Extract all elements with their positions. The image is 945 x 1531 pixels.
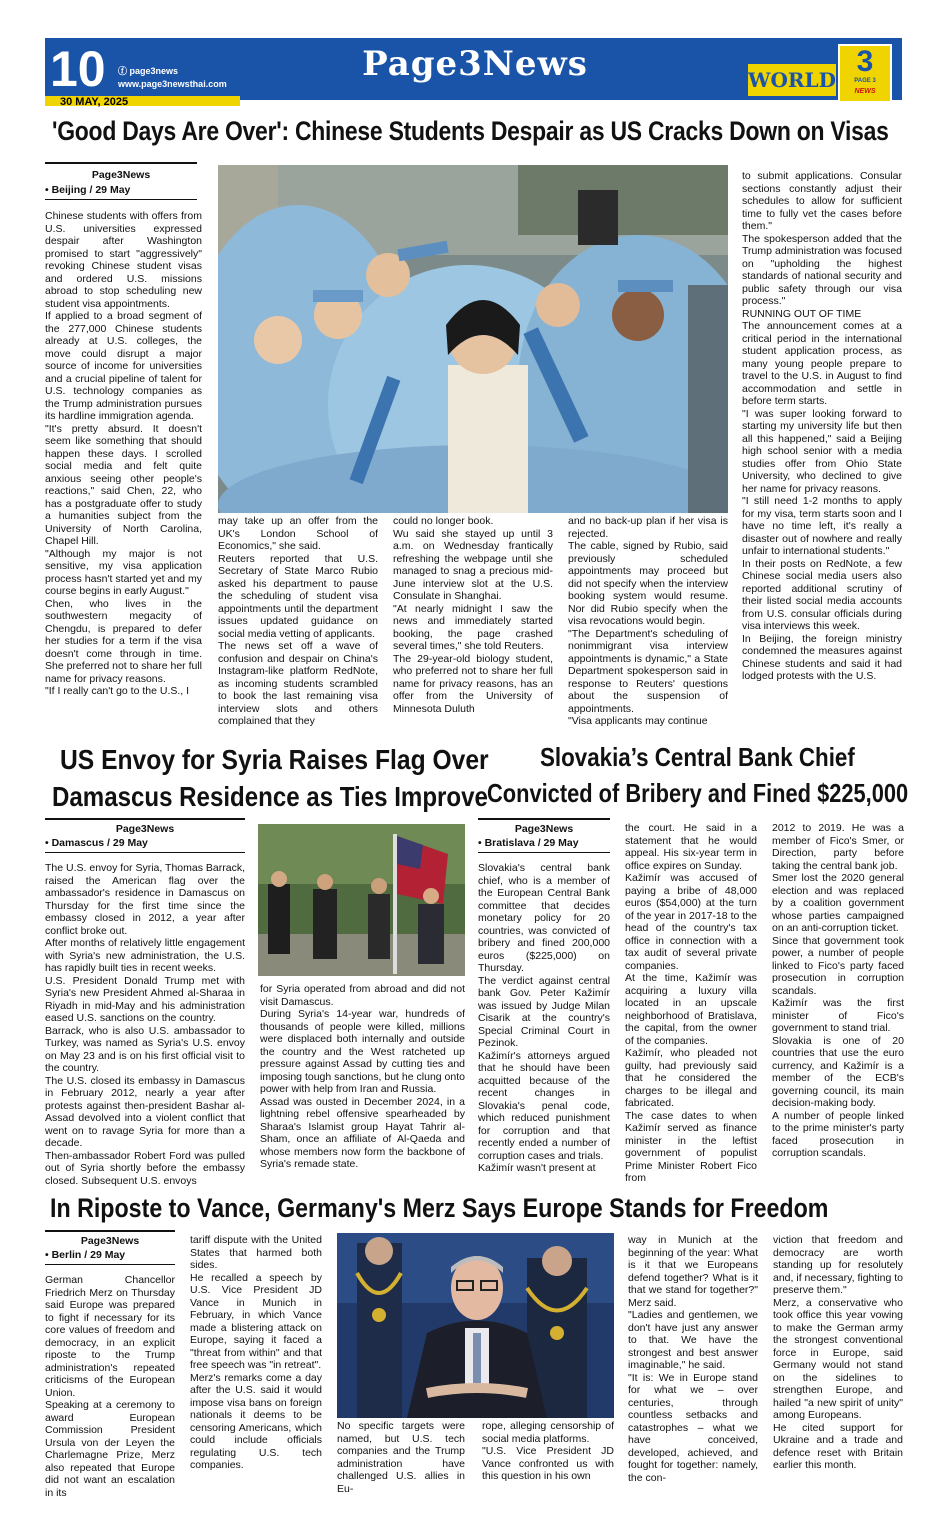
story1-source: Page3News xyxy=(91,169,151,181)
story4-column-6 xyxy=(773,1234,903,1499)
story4-column-1 xyxy=(45,1274,175,1499)
story2-headline-line1: US Envoy for Syria Raises Flag Over xyxy=(60,744,489,775)
story2-col1-text: The U.S. envoy for Syria, Thomas Barrack, raised the American flag over the ambassador's residence in Damascus on Thursday for the first time since the embassy closed in 2012, a year after conflict broke out. After months of relatively little engagement with Syria's new administration, the U.S. has rapidly built ties in recent weeks. U.S. President Donald Trump met with Syria's new President Ahmed al-Sharaa in Riyadh in mid-May and his administration eased U.S. sanctions on the country. Barrack, who is also U.S. ambassador to Turkey, was named as Syria's U.S. envoy on May 23 and is on his first official visit to the country. The U.S. closed its embassy in Damascus in February 2012, nearly a year after protests against then-president Bashar al-Assad devolved into a violent conflict that went on to ravage Syria for more than a decade. Then-ambassador Robert Ford was pulled out of Syria shortly before the embassy closed. Subsequent U.S. envoys xyxy=(45,862,245,1187)
story3-column-1 xyxy=(478,862,610,1187)
section-label: WORLD xyxy=(748,64,836,96)
logo-line2: NEWS xyxy=(854,88,876,95)
story3-headline-line1: Slovakia’s Central Bank Chief xyxy=(540,742,855,772)
story4-col3-text: No specific targets were named, but U.S. tech companies and the Trump administration have challenged U.S. allies in Eu- xyxy=(337,1420,465,1495)
logo-number: 3 xyxy=(856,45,874,78)
story4-byline-rule-bottom xyxy=(45,1264,175,1265)
story1-column-1 xyxy=(45,210,202,735)
story4-column-4 xyxy=(482,1420,614,1500)
story4-col4-text: rope, alleging censorship of social media platforms. "U.S. Vice President JD Vance confronted us with this question in his own xyxy=(482,1420,614,1482)
story4-col5-text: way in Munich at the beginning of the year: What is it that we Europeans defend together? What is it that we stand for together?" Merz said. "Ladies and gentlemen, we don't have just any answer to that. We have the strongest and best answer imaginable," he said. "It is: We in Europe stand for what we – over centuries, through countless setbacks and catastrophes – what we have conceived, developed, achieved, and fought for together: namely, the con- xyxy=(628,1234,758,1484)
story1-byline-rule xyxy=(45,162,197,164)
merz-photo-graphic xyxy=(337,1233,614,1418)
story4-headline: In Riposte to Vance, Germany's Merz Says Europe Stands for Freedom xyxy=(50,1193,829,1223)
story1-column-2 xyxy=(218,515,378,740)
story4-col2-text: tariff dispute with the United States that harmed both sides. He recalled a speech by U.S. Vice President JD Vance in Munich in February, in which Vance made a blistering attack on Europe, saying it faced a "threat from within" and that free speech was "in retreat". Merz's remarks come a day after the U.S. said it would impose visa bans on foreign nationals it deems to be censoring Americans, which could include officials regulating U.S. tech companies. xyxy=(190,1234,322,1471)
story2-dateline: • Damascus / 29 May xyxy=(45,837,148,849)
brand-logo-text: Page3News xyxy=(362,44,588,84)
social-handle xyxy=(118,64,178,77)
story2-source: Page3News xyxy=(115,823,175,835)
graduation-photo xyxy=(218,165,728,513)
story4-col6-text: viction that freedom and democracy are worth standing up for resolutely and, if necessary, fighting to preserve them." Merz, a conservative who took office this year vowing to make the German army the strongest conventional force in Europe, said Germany would not stand on the sidelines to strengthen Europe, and hailed "a new spirit of unity" among Europeans. He cited support for Ukraine and a trade and defence reset with Britain earlier this month. xyxy=(773,1234,903,1471)
story3-byline-rule xyxy=(478,818,610,820)
story2-byline-rule-bottom xyxy=(45,852,245,853)
merz-photo xyxy=(337,1233,614,1418)
story3-headline-line2: Convicted of Bribery and Fined $225,000 xyxy=(487,778,909,808)
story1-col5-text: to submit applications. Consular sections constantly adjust their schedules to allow for sufficient time to fully vet the cases before them." The spokesperson added that the Trump administration was focused on "upholding the highest standards of national security and public safety through our visa process." RUNNING OUT OF TIME The announcement comes at a critical period in the international student application process, as many young people prepare to travel to the U.S. in August to find accommodation and settle in before term starts. "I was super looking forward to starting my university life but then all this happened," said a Beijing high school senior with a media studies offer from Ohio State University, who declined to give her name for privacy reasons. "I still need 1-2 months to apply for my visa, term starts soon and I have no time left, it's really a disaster out of nowhere and really unfair to international students." In their posts on RedNote, a few Chinese social media users also reported additional scrutiny of their listed social media accounts from U.S. consular officials during visa interviews this week. In Beijing, the foreign ministry condemned the measures against Chinese students and said it had lodged protests with the U.S. xyxy=(742,170,902,682)
story3-column-2 xyxy=(625,822,757,1187)
story2-column-1 xyxy=(45,862,245,1187)
story3-source: Page3News xyxy=(514,823,574,835)
story3-byline-rule-bottom xyxy=(478,852,610,853)
story1-col3-text: could no longer book. Wu said she stayed up until 3 a.m. on Wednesday frantically refreshing the webpage until she managed to snag a precious mid-June interview slot at the U.S. Consulate in Shanghai. "At nearly midnight I saw the news and immediately started booking, the page crashed several times," she told Reuters. The 29-year-old biology student, who preferred not to share her full name for privacy reasons, has an offer from the University of Minnesota Duluth xyxy=(393,515,553,715)
graduation-photo-graphic xyxy=(218,165,728,513)
facebook-icon: ⓕ xyxy=(118,66,130,76)
story1-column-5 xyxy=(742,170,902,740)
flag-raising-photo-graphic xyxy=(258,824,465,976)
story1-dateline: • Beijing / 29 May xyxy=(45,184,131,196)
story1-headline: 'Good Days Are Over': Chinese Students Despair as US Cracks Down on Visas xyxy=(52,116,889,146)
logo-line1: PAGE 3 xyxy=(854,78,876,84)
story1-col1-text: Chinese students with offers from U.S. universities expressed despair after Washington promised to start "aggressively" revoking Chinese student visas and ordered U.S. missions abroad to stop scheduling new student visa appointments. If applied to a broad segment of the 277,000 Chinese students already at U.S. colleges, the move could disrupt a major source of income for universities and a crucial pipeline of talent for U.S. technology companies as the Trump administration pursues its hardline immigration agenda. "It's pretty absurd. It doesn't seem like something that should happen these days. I scrolled social media and felt quite anxious seeing other people's reactions," said Chen, 22, who has a postgraduate offer to study a humanities subject from the University of North Carolina, Chapel Hill. "Although my major is not sensitive, my visa application process hasn't started yet and my course begins in early August." Chen, who lives in the southwestern megacity of Chengdu, is prepared to defer her studies for a term if the visa doesn't come through in time. She preferred not to share her full name for privacy reasons. "If I really can't go to the U.S., I xyxy=(45,210,202,697)
social-handle-text: page3news xyxy=(129,66,179,76)
story1-col2-text: may take up an offer from the UK's London School of Economics," she said. Reuters reported that U.S. Secretary of State Marco Rubio asked his department to pause the scheduling of student visa appointments until the department issues updated guidance on social media vetting of applicants. The news set off a wave of confusion and despair on China's Instagram-like platform RedNote, as incoming students scrambled to book the last remaining visa interview slots and others complained that they xyxy=(218,515,378,727)
website-url: www.page3newsthai.com xyxy=(118,79,227,89)
story4-col1-text: German Chancellor Friedrich Merz on Thursday said Europe was prepared to fight if necessary for its core values of freedom and democracy, in an explicit riposte to the Trump administration's repeated criticisms of the European Union. Speaking at a ceremony to award European Commission President Ursula von der Leyen the Charlemagne Prize, Merz also repeated that Europe did not want an escalation in its xyxy=(45,1274,175,1499)
story1-column-4 xyxy=(568,515,728,740)
story1-byline-rule-bottom xyxy=(45,199,197,200)
story3-col2-text: the court. He said in a statement that he would appeal. His six-year term in office expires on Sunday. Kažimír was accused of paying a bribe of 48,000 euros ($54,000) at the turn of the year in 2017-18 to the head of the country's tax office in connection with a tax audit of several private companies. At the time, Kažimír was acquiring a luxury villa located in an upscale neighborhood of Bratislava, the capital, from the owner of the companies. Kažimír, who pleaded not guilty, had previously said that he considered the charges to be illegal and fabricated. The case dates to when Kažimír served as finance minister in the leftist government of populist Prime Minister Robert Fico from xyxy=(625,822,757,1184)
story1-col4-text: and no back-up plan if her visa is rejected. The cable, signed by Rubio, said previously scheduled appointments may proceed but did not specify when the interview booking system would resume. Nor did Rubio specify when the visa revocations would begin. "The Department's scheduling of nonimmigrant visa interview appointments is dynamic," a State Department spokesperson said in response to Reuters' questions about the suspension of appointments. "Visa applicants may continue xyxy=(568,515,728,727)
story4-column-3 xyxy=(337,1420,465,1500)
story4-column-2 xyxy=(190,1234,322,1499)
issue-date: 30 MAY, 2025 xyxy=(60,96,129,108)
story2-column-2 xyxy=(260,983,465,1188)
story4-dateline: • Berlin / 29 May xyxy=(45,1249,126,1261)
story3-col3-text: 2012 to 2019. He was a member of Fico's Smer, or Direction, party before taking the central bank job. Smer lost the 2020 general election and was replaced by a coalition government whose parties campaigned on an anti-corruption ticket. Since that government took power, a number of people linked to Fico's party faced prosecution in corruption scandals. Kažimír was the first minister of Fico's government to stand trial. Slovakia is one of 20 countries that use the euro currency, and Kažimír is a member of the ECB's governing council, its main decision-making body. A number of people linked to the prime minister's party faced prosecution in corruption scandals. xyxy=(772,822,904,1159)
story4-byline-rule xyxy=(45,1230,175,1232)
story3-column-3 xyxy=(772,822,904,1187)
story1-column-3 xyxy=(393,515,553,740)
story3-col1-text: Slovakia's central bank chief, who is a member of the European Central Bank committee that decides monetary policy for 20 countries, was convicted of bribery and fined 200,000 euros ($225,000) on Thursday. The verdict against central bank Gov. Peter Kažimír was issued by Judge Milan Cisarik at the country's Special Criminal Court in Pezinok. Kažimír's attorneys argued that he should have been acquitted because of the recent changes in Slovakia's penal code, which reduced punishment for corruption and that recently ended a number of corruption cases and trials. Kažimír wasn't present at xyxy=(478,862,610,1174)
story4-column-5 xyxy=(628,1234,758,1499)
story4-source: Page3News xyxy=(80,1235,140,1247)
page-number: 10 xyxy=(50,41,106,97)
story3-dateline: • Bratislava / 29 May xyxy=(478,837,579,849)
page3-logo xyxy=(838,44,892,103)
story2-byline-rule xyxy=(45,818,245,820)
story2-col2-text: for Syria operated from abroad and did not visit Damascus. During Syria's 14-year war, hundreds of thousands of people were killed, millions were displaced both internally and outside the country and the West ratcheted up pressure against Assad by cutting ties and imposing tough sanctions, but he clung onto power with help from Iran and Russia. Assad was ousted in December 2024, in a lightning rebel offensive spearheaded by Sharaa's Islamist group Hayat Tahrir al-Sham, once an affiliate of Al-Qaeda and whose members now form the backbone of Syria's remade state. xyxy=(260,983,465,1170)
flag-raising-photo xyxy=(258,824,465,976)
story2-headline-line2: Damascus Residence as Ties Improve xyxy=(52,781,488,812)
